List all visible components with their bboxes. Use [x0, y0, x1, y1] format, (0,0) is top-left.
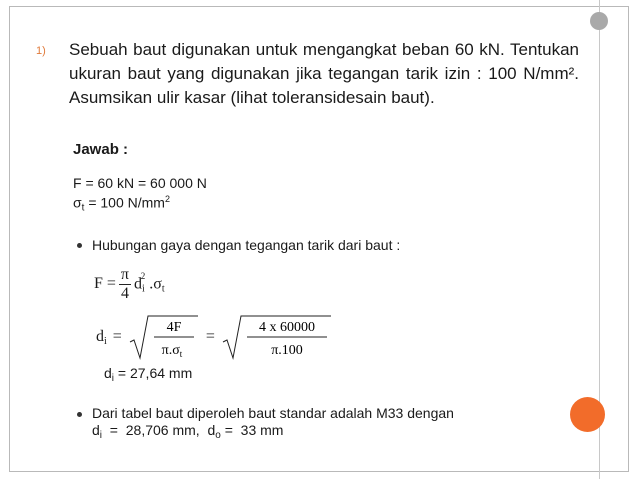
sqrt-numerator: 4F [166, 320, 182, 335]
decorative-grey-dot [590, 12, 608, 30]
given-stress: $\sigma_t = 100$ $N/mm^2$ [73, 194, 170, 214]
fraction-pi-over-4: $\frac{\pi}{4}$ [120, 265, 129, 302]
decorative-orange-dot [570, 397, 605, 432]
sqrt-denominator: $\pi.\sigma_t$ [161, 343, 183, 359]
bullet-2-text: Dari tabel baut diperoleh baut standar adalah M33 dengan $d_i = 28,706$ mm, $d_o = 33$ mm [92, 405, 454, 441]
formula-force: F = $\frac{\pi}{4}$ $d_i^2$ $.\sigma_t$ [94, 265, 165, 302]
sqrt-numeric [221, 312, 333, 362]
question-text: Sebuah baut digunakan untuk mengangkat beban 60 kN. Tentukan ukuran baut yang digunakan jika tegangan tarik izin : 100 N/mm². Asumsikan ulir kasar (lihat toleransidesain baut). [69, 40, 579, 107]
answer-heading: Jawab : [73, 141, 129, 158]
result-diameter: $d_i = 27,64$ mm [104, 365, 193, 384]
answer-block [73, 142, 553, 217]
sqrt-numeric-numerator: 4 x 60000 [258, 320, 315, 335]
question-number: 1) [36, 45, 46, 57]
bullet-dot [77, 412, 82, 417]
formula-diameter: $d_i$ = 4F $\pi.\sigma_t$ = 4 x 60000 π.100 [96, 312, 333, 362]
given-force: F = 60 kN = 60 000 N [73, 175, 207, 191]
sqrt-4F-over-pi-sigma [128, 312, 200, 362]
sqrt-numeric-denominator: π.100 [271, 343, 303, 358]
bullet-dot [77, 243, 82, 248]
bullet-1-text: Hubungan gaya dengan tegangan tarik dari baut : [92, 237, 401, 253]
